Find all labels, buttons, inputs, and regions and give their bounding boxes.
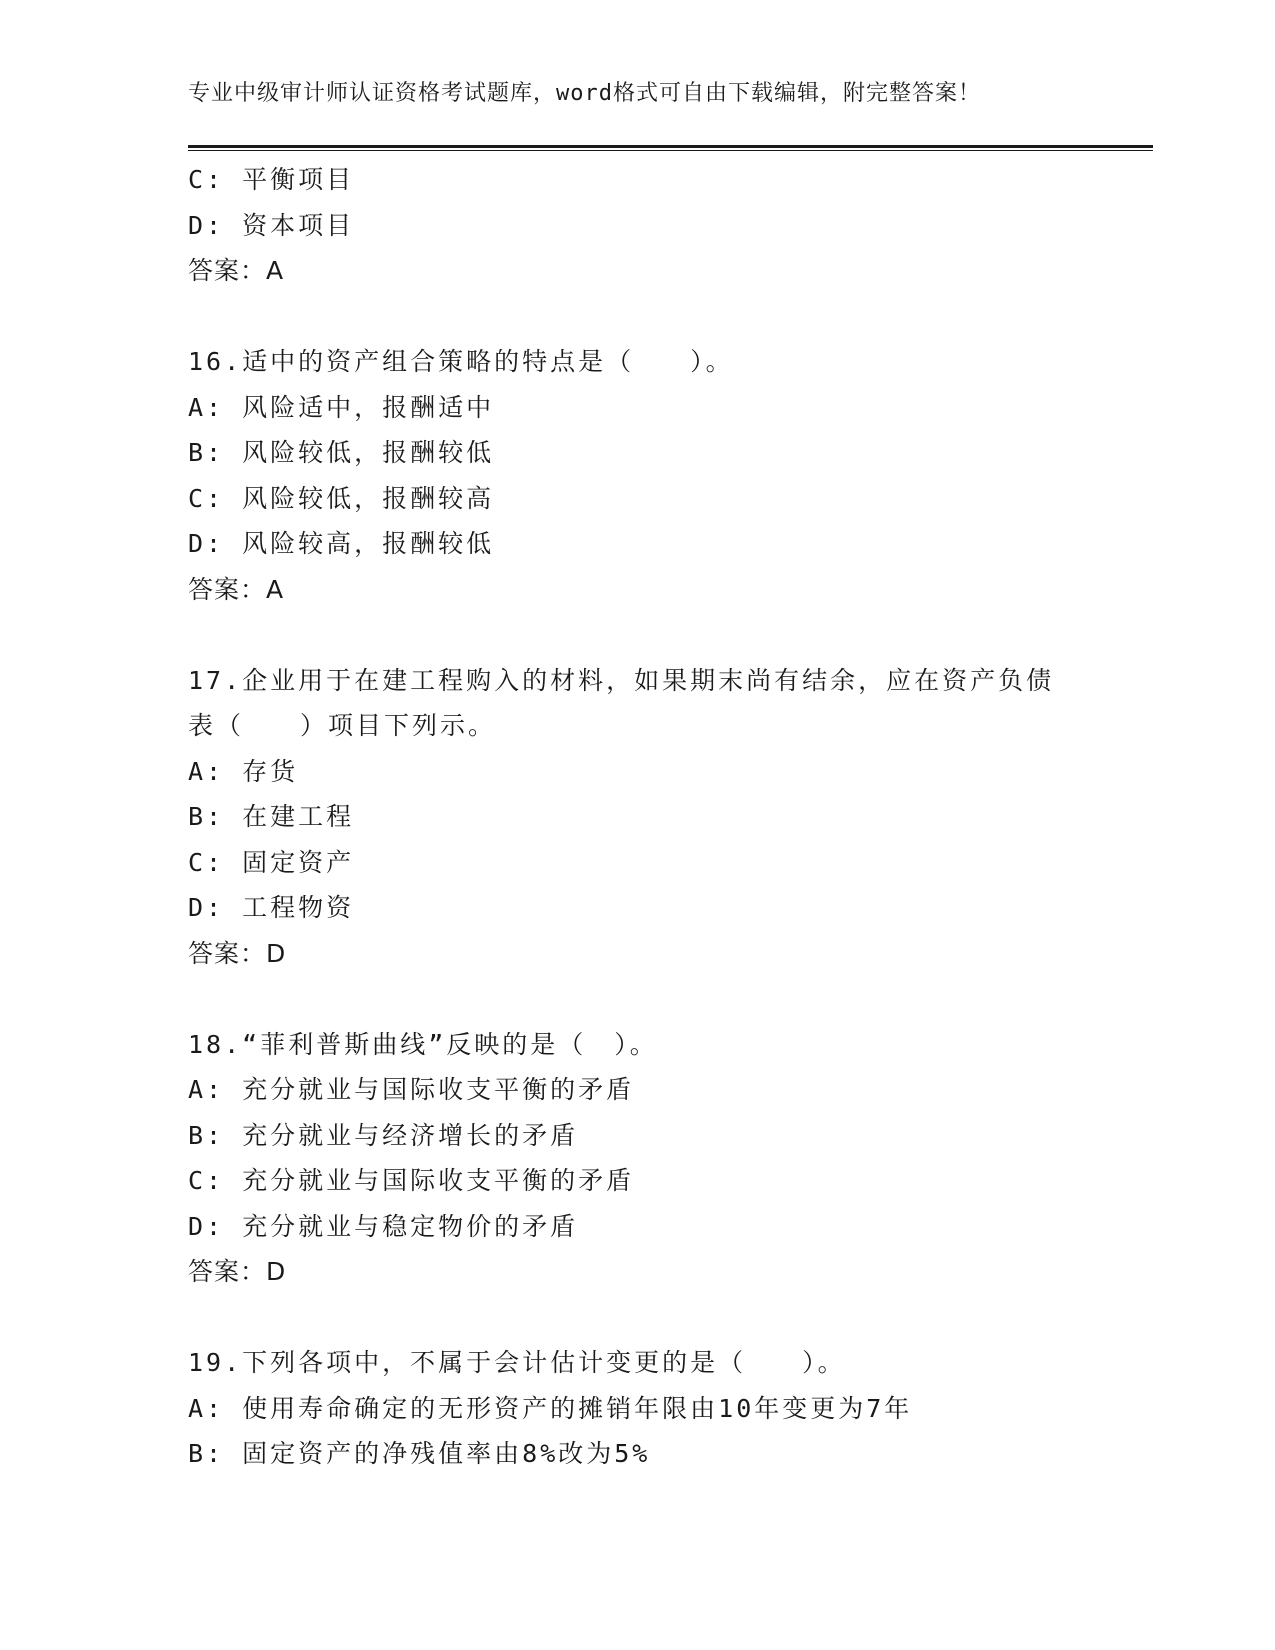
- header-rule-thick: [188, 145, 1153, 148]
- option-line: B: 充分就业与经济增长的矛盾: [188, 1120, 579, 1150]
- question-stem-continued: 表（ ）项目下列示。: [188, 711, 497, 740]
- option-line: B: 风险较低，报酬较低: [188, 438, 495, 467]
- option-line: A: 存货: [188, 756, 299, 786]
- option-line: B: 固定资产的净残值率由8%改为5%: [188, 1439, 651, 1468]
- question-list: [188, 157, 1088, 1477]
- option-line: A: 使用寿命确定的无形资产的摊销年限由10年变更为7年: [188, 1393, 913, 1423]
- option-line: D: 风险较高，报酬较低: [188, 529, 495, 558]
- option-line: D: 工程物资: [188, 893, 355, 922]
- question-stem: 16.适中的资产组合策略的特点是（ ）。: [188, 347, 734, 376]
- option-line: D: 资本项目: [188, 210, 355, 240]
- question-stem: 19.下列各项中，不属于会计估计变更的是（ ）。: [188, 1348, 846, 1377]
- carryover-block: [188, 157, 1088, 294]
- page-header: 专业中级审计师认证资格考试题库，word格式可自由下载编辑，附完整答案！: [188, 81, 981, 106]
- header-rule-thin: [188, 150, 1153, 151]
- question-19: [188, 1340, 1088, 1477]
- question-stem: 18.“菲利普斯曲线”反映的是（ ）。: [188, 1029, 658, 1059]
- option-line: A: 风险适中，报酬适中: [188, 392, 495, 422]
- answer-line: 答案：D: [188, 938, 287, 968]
- option-line: B: 在建工程: [188, 802, 355, 831]
- option-line: C: 平衡项目: [188, 165, 355, 194]
- option-line: C: 充分就业与国际收支平衡的矛盾: [188, 1166, 635, 1195]
- question-18: [188, 1022, 1088, 1295]
- option-line: A: 充分就业与国际收支平衡的矛盾: [188, 1075, 635, 1104]
- question-16: [188, 339, 1088, 612]
- question-17: [188, 658, 1088, 977]
- question-stem: 17.企业用于在建工程购入的材料，如果期末尚有结余，应在资产负债: [188, 665, 1055, 695]
- answer-line: 答案：A: [188, 256, 285, 285]
- answer-line: 答案：A: [188, 574, 285, 604]
- option-line: D: 充分就业与稳定物价的矛盾: [188, 1211, 579, 1241]
- answer-line: 答案：D: [188, 1257, 287, 1286]
- option-line: C: 风险较低，报酬较高: [188, 483, 495, 513]
- option-line: C: 固定资产: [188, 847, 355, 877]
